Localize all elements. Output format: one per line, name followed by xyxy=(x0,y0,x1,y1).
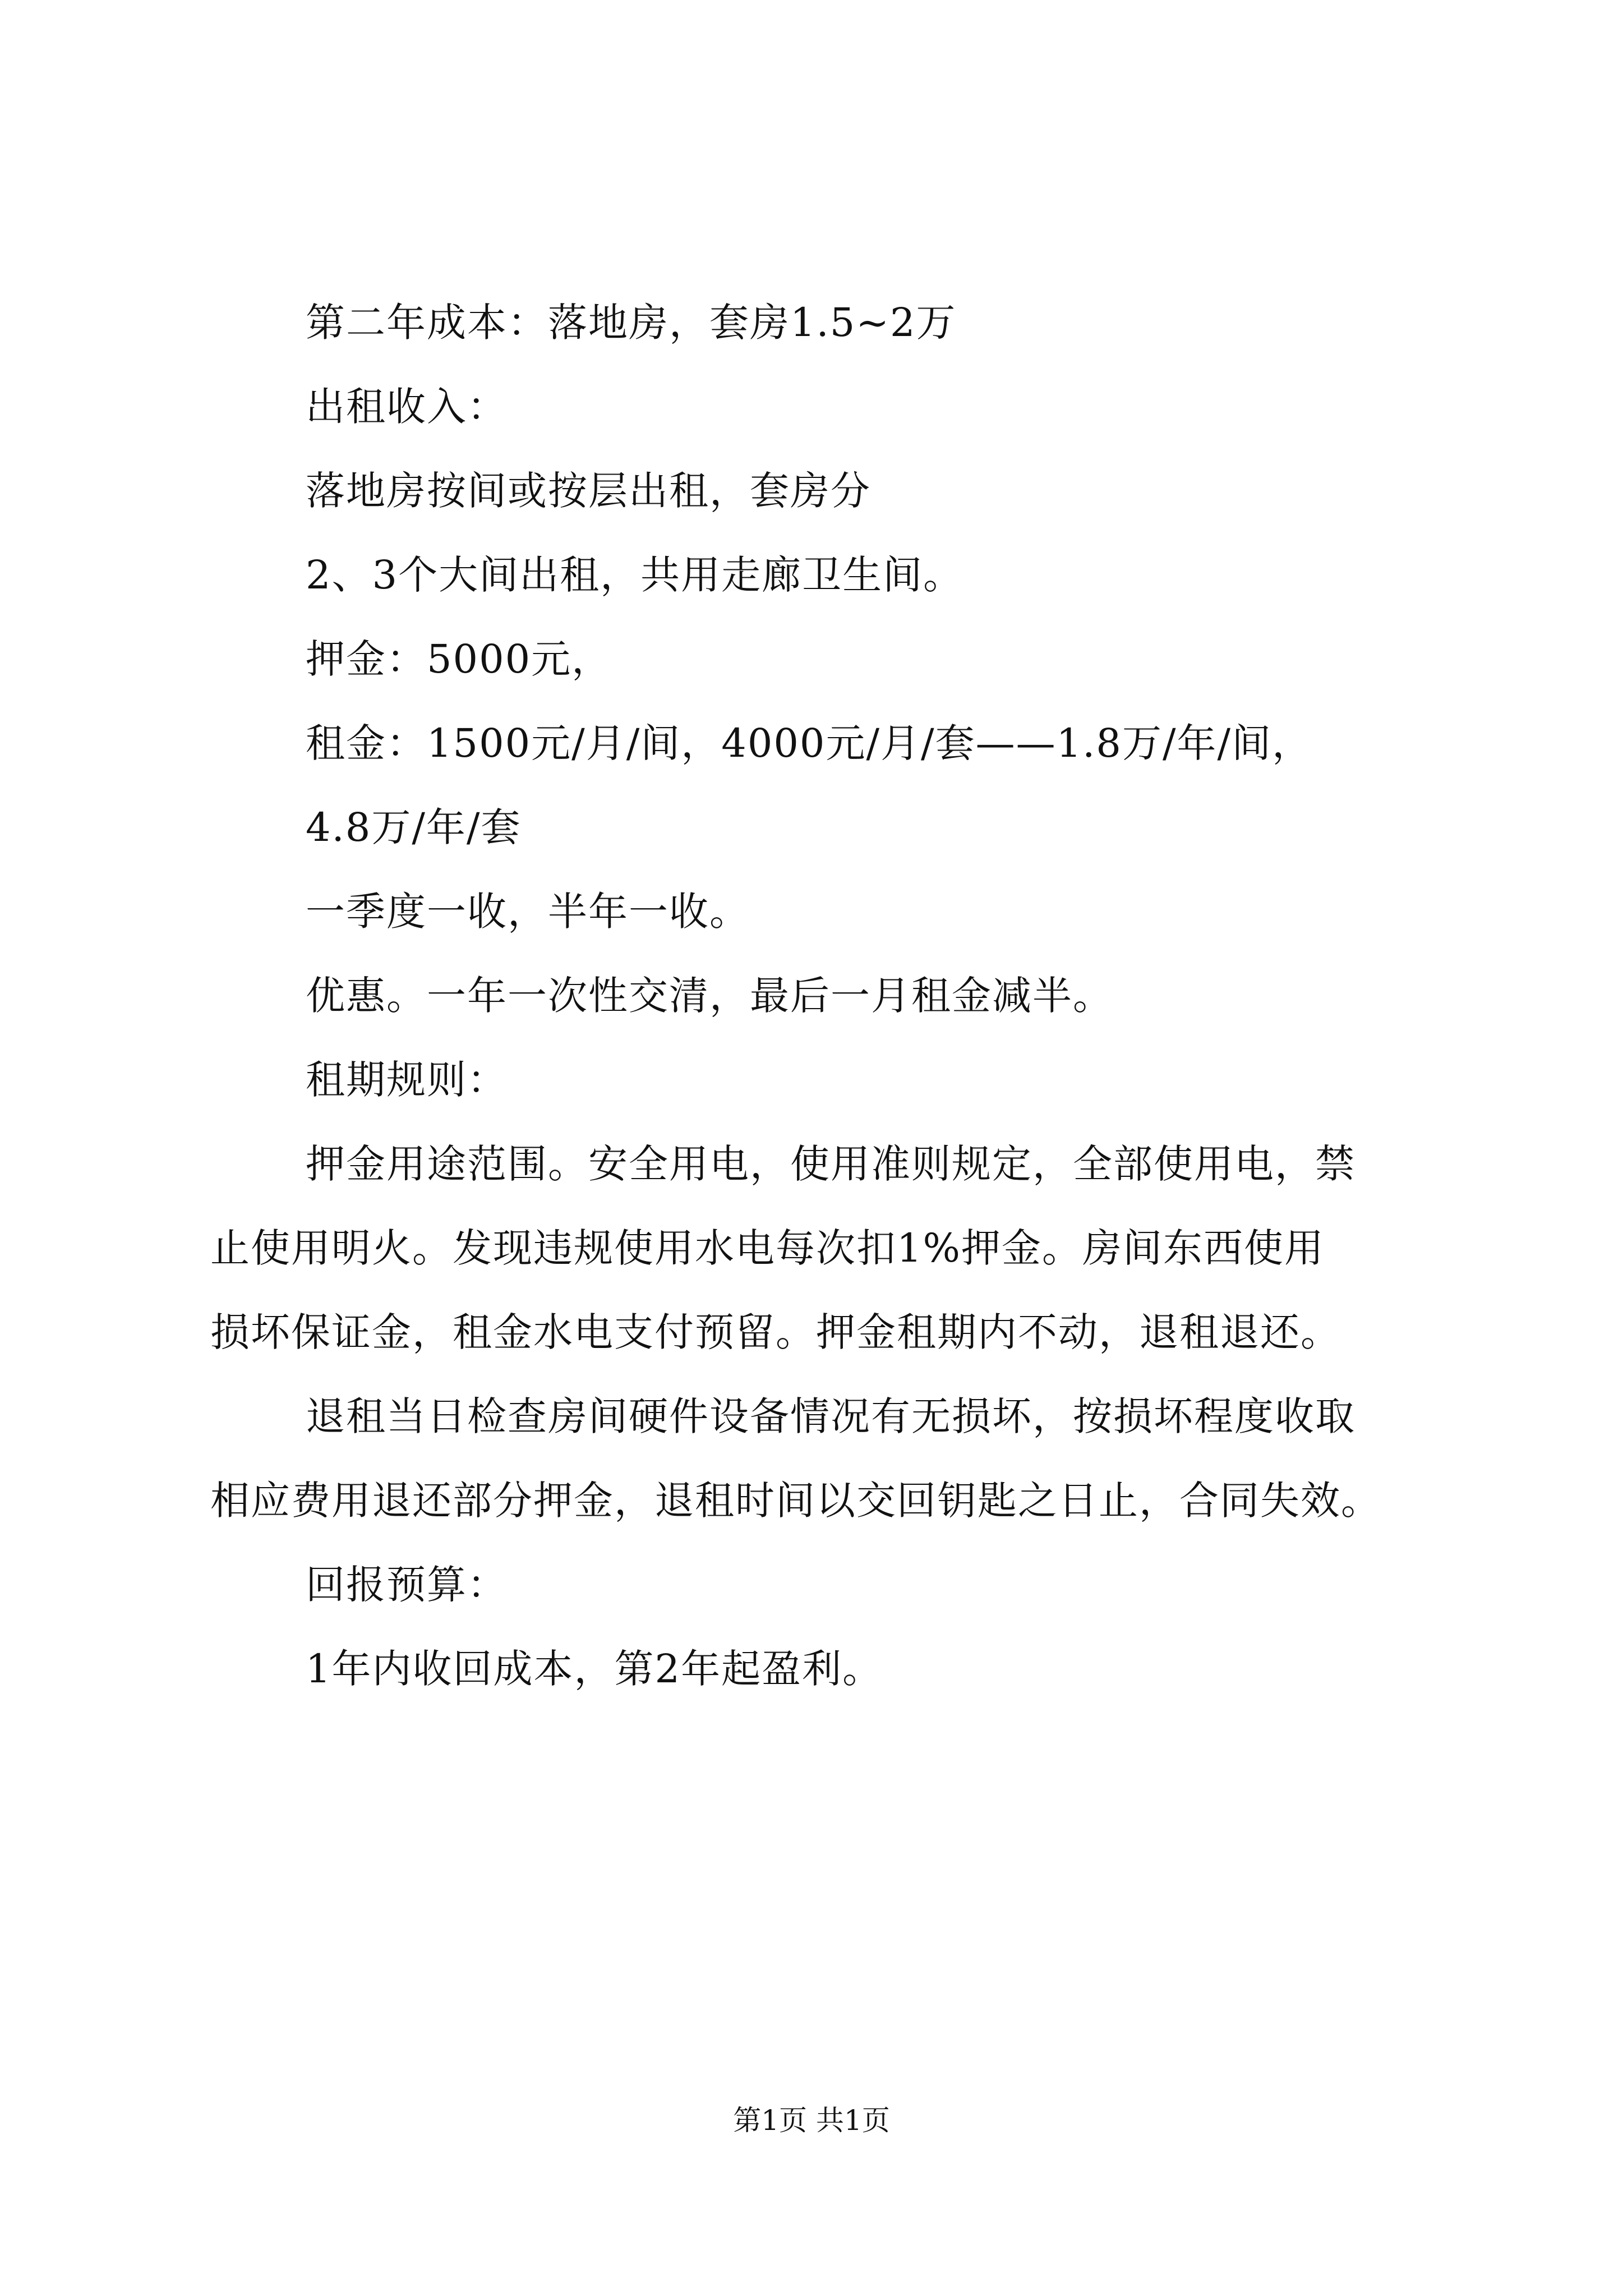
text-line-cost-second-year: 第二年成本：落地房，套房1.5~2万 xyxy=(306,300,957,346)
text-line-discount: 优惠。一年一次性交清，最后一月租金减半。 xyxy=(306,973,1113,1019)
text-line-shared-rooms: 2、3个大间出租，共用走廊卫生间。 xyxy=(306,552,964,598)
text-line-move-out-1: 退租当日检查房间硬件设备情况有无损坏，按损坏程度收取 xyxy=(306,1393,1355,1439)
text-line-return-budget: 1年内收回成本，第2年起盈利。 xyxy=(306,1646,883,1692)
text-line-return-budget-heading: 回报预算： xyxy=(306,1562,508,1608)
text-line-deposit: 押金：5000元， xyxy=(306,636,612,682)
text-line-deposit-usage-3: 损坏保证金，租金水电支付预留。押金租期内不动，退租退还。 xyxy=(210,1309,1341,1355)
text-line-rental-method: 落地房按间或按层出租，套房分 xyxy=(306,468,871,514)
page-footer: 第1页 共1页 xyxy=(733,2104,890,2137)
text-line-rent-annual: 4.8万/年/套 xyxy=(306,804,522,850)
text-line-deposit-usage-2: 止使用明火。发现违规使用水电每次扣1%押金。房间东西使用 xyxy=(210,1225,1325,1271)
text-line-payment-cycle: 一季度一收，半年一收。 xyxy=(306,889,750,935)
text-line-deposit-usage-1: 押金用途范围。安全用电，使用准则规定，全部使用电，禁 xyxy=(306,1141,1355,1187)
text-line-move-out-2: 相应费用退还部分押金，退租时间以交回钥匙之日止，合同失效。 xyxy=(210,1478,1381,1524)
text-line-lease-rules-heading: 租期规则： xyxy=(306,1057,508,1103)
text-line-rent: 租金：1500元/月/间，4000元/月/套——1.8万/年/间， xyxy=(306,720,1313,766)
text-line-rental-income-heading: 出租收入： xyxy=(306,384,508,430)
